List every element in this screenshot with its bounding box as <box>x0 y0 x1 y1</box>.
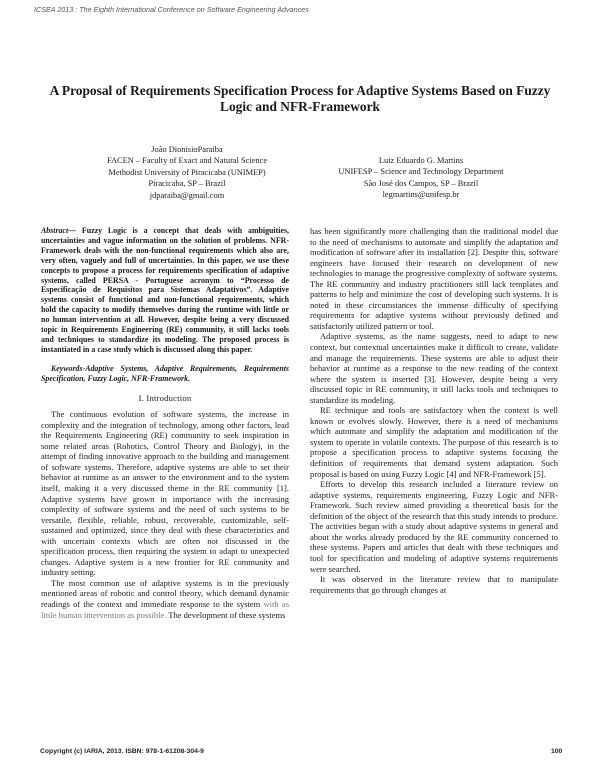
paragraph: It was observed in the literature review that to manipulate requirements that go through changes at <box>310 574 558 595</box>
author-affiliation: FACEN – Faculty of Exact and Natural Science <box>106 156 268 166</box>
paragraph-text-faint: with as little human intervention as possible. <box>41 598 289 620</box>
author-email: legmartins@unifesp.br <box>382 190 460 200</box>
author-affiliation: Methodist University of Piracicaba (UNIMEP) <box>108 167 266 177</box>
keywords: Keywords-Adaptive Systems, Adaptive Requirements, Requirements Specification, Fuzzy Logic, NFR-Framework. <box>41 363 289 383</box>
paragraph-text: The development of these systems <box>166 609 286 620</box>
section-heading-introduction: I. Introduction <box>138 392 192 403</box>
paragraph: Adaptive systems, as the name suggests, need to adapt to new context, but contextual uncertainties make it difficult to create, validate and manage the requirements. These systems are able to adjust their behavior at runtime as a response to the new reading of the context where the system is inserted [3]. However, despite being a very discussed topic in RE community, it still lacks tools and techniques to standardize its modeling. <box>310 331 558 405</box>
conference-header: ICSEA 2013 : The Eighth International Conference on Software Engineering Advances <box>34 5 309 14</box>
author-block-2 <box>316 155 526 201</box>
footer-copyright: Copyright (c) IARIA, 2013. ISBN: 978-1-61208-304-9 <box>40 748 204 755</box>
author-affiliation: UNIFESP – Science and Technology Department <box>338 167 504 177</box>
paragraph-text: The most common use of adaptive systems is in the previously mentioned areas of robotic and control theory, which demand dynamic readings of the context and immediate response to the system <box>41 577 289 609</box>
paragraph <box>41 578 289 620</box>
paragraph: has been significantly more challenging than the traditional model due to the need of mechanisms to automate and simplify the adaptation and modification of software after its installation [2]. Despite this, software engineers have focused their research on development of new technologies to manage the progressive complexity of software systems. The RE community and industry practitioners still lack templates and patterns to help and minimize the cost of developing such systems. It is noted in these circumstances the immense difficulty of specifying requirements for adaptive systems without previously defined and satisfactorily utilized pattern or tool. <box>310 226 558 331</box>
author-location: Piracicaba, SP – Brazil <box>148 179 226 189</box>
author-block-1 <box>92 144 282 201</box>
author-location: São José dos Campos, SP – Brazil <box>363 178 479 188</box>
abstract <box>41 226 289 355</box>
author-name: João DionisioParaiba <box>151 145 223 154</box>
page-number: 100 <box>551 748 563 755</box>
right-column <box>310 226 558 595</box>
left-column <box>41 226 289 620</box>
paper-title: A Proposal of Requirements Specification Process for Adaptive Systems Based on Fuzzy Logic and NFR-Framework <box>49 83 551 114</box>
abstract-lead: Abstract— <box>41 226 77 235</box>
paragraph: Efforts to develop this research included a literature review on adaptive systems, requirements engineering, Fuzzy Logic and NFR-Framework. Such review aimed providing a theoretical basis for the definition of the object of the research that this study intends to produce. The activities began with a study about adaptive systems in general and about the works already produced by the RE community concerned to these systems. Papers and articles that dealt with these techniques and tool for specification and modeling of adaptive systems requirements were searched. <box>310 479 558 574</box>
paragraph: RE technique and tools are satisfactory when the context is well known or evolves slowly. However, there is a need of mechanisms which automate and simplify the adaptation and modification of the system to operate in volatile contexts. The purpose of this research is to propose a specification process to adaptive systems focusing the definition of requirements that demand system adaptation. Such proposal is based on using Fuzzy Logic [4] and NFR-Framework [5]. <box>310 405 558 479</box>
author-name: Luiz Eduardo G. Martins <box>378 156 464 165</box>
author-email: jdparaiba@gmail.com <box>149 190 225 200</box>
abstract-text: Fuzzy Logic is a concept that deals with ambiguities, uncertainties and vague information on the solution of problems. NFR-Framework deals with the non-functional requirements which also are, very often, vaguely and full of uncertainties. In this paper, we use these concepts to propose a process for requirements specification of adaptive systems, called PERSA - Portuguese acronym to “Processo de Especificação de Requisitos para Sistemas Adaptativos”. Adaptive systems consist of functional and non-functional requirements, which hold the capacity to modify themselves during the runtime with little or no human intervention at all. However, despite being a very discussed topic in Requirements Engineering (RE) community, it still lacks tools and techniques to standardize its modeling. The proposed process is instantiated in a case study which is discussed along this paper. <box>41 226 289 354</box>
paragraph: The continuous evolution of software systems, the increase in complexity and the integration of technology, among other factors, lead the Requirements Engineering (RE) community to seek inspiration in some related areas (Robotics, Control Theory and Biology), in the attempt of finding innovative approach to the building and management of software systems. Therefore, adaptive systems are able to set their behavior at runtime as an answer to the environment and to the system itself, making it a very discussed theme in the RE community [1]. Adaptive systems have grown in importance with the increasing complexity of software systems and the need of such systems to be versatile, flexible, reliable, robust, recoverable, customizable, self-sustained and optimized, since they deal with these characteristics and with uncertain contexts which are often not discussed in the specification process, then requiring the system to adapt to unexpected changes. Adaptive system is a new frontier for RE community and industry setting. <box>41 409 289 578</box>
